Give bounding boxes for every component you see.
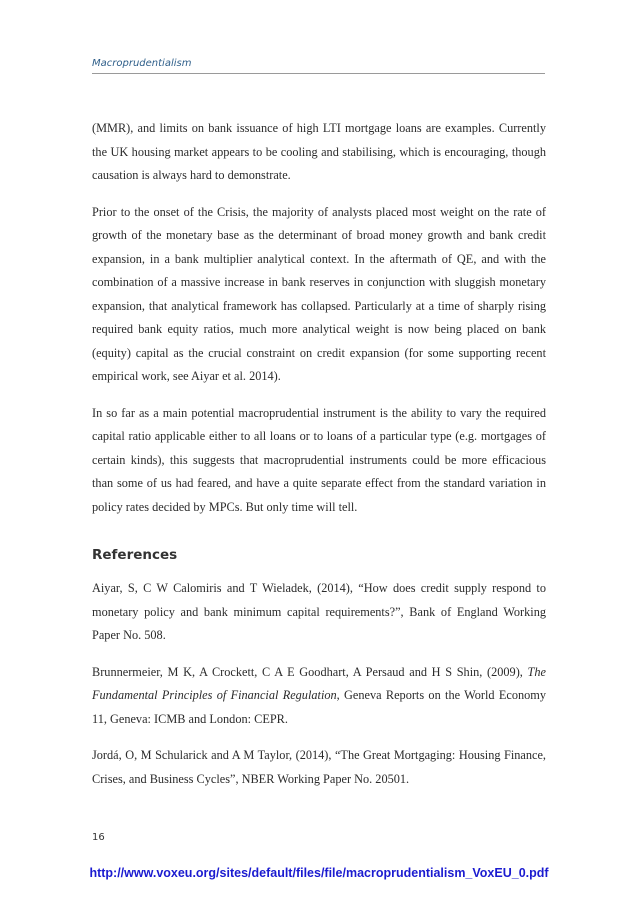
reference-publisher: , Geneva Reports on the World Economy 11, Geneva: ICMB and London: CEPR. [92,688,546,726]
body-paragraph-2: Prior to the onset of the Crisis, the majority of analysts placed most weight on the rate of growth of the monetary base as the determinant of broad money growth and bank credit expansion, in a bank multiplier analytical context. In the aftermath of QE, and with the combination of a massive increase in bank reserves in conjunction with sluggish monetary expansion, that analytical framework has collapsed. Particularly at a time of sharply rising required bank equity ratios, much more analytical weight is now being placed on bank (equity) capital as the crucial constraint on credit expansion (for some supporting recent empirical work, see Aiyar et al. 2014). [92,204,546,383]
reference-item-aiyar [92,577,546,648]
running-title: Macroprudentialism [92,58,192,69]
body-paragraph-3: In so far as a main potential macroprudential instrument is the ability to vary the required capital ratio applicable either to all loans or to loans of a particular type (e.g. mortgages of certain kinds), this suggests that macroprudential instruments could be more efficacious than some of us had feared, and have a quite separate effect from the standard variation in policy rates decided by MPCs. But only time will tell. [92,405,546,514]
page-number: 16 [92,832,105,843]
references-heading: References [92,547,178,563]
reference-title: The Fundamental Principles of Financial Regulation [92,664,546,702]
reference-authors: Brunnermeier, M K, A Crockett, C A E Goodhart, A Persaud and H S Shin, (2009), [92,664,528,679]
reference-item-jorda [92,744,546,791]
source-url-link[interactable]: http://www.voxeu.org/sites/default/files/file/macroprudentialism_VoxEU_0.pdf [89,866,549,880]
reference-text: Jordá, O, M Schularick and A M Taylor, (2014), “The Great Mortgaging: Housing Finance, Crises, and Business Cycles”, NBER Working Paper No. 20501. [92,748,546,786]
page-body [92,117,546,804]
header-divider [92,73,545,74]
body-paragraph-1: (MMR), and limits on bank issuance of high LTI mortgage loans are examples. Currently the UK housing market appears to be cooling and stabilising, which is encouraging, though causation is always hard to demonstrate. [92,121,546,182]
reference-item-brunnermeier [92,661,546,732]
reference-text: Aiyar, S, C W Calomiris and T Wieladek, (2014), “How does credit supply respond to monetary policy and bank minimum capital requirements?”, Bank of England Working Paper No. 508. [92,581,546,642]
